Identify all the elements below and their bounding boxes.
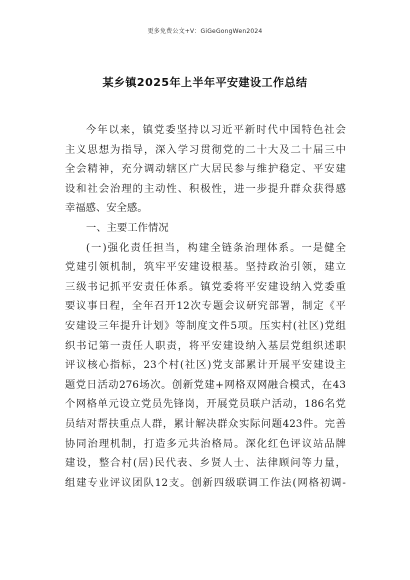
body-line: 组建专业评议团队12支。创新四级联调工作法(网格初调- [65, 477, 346, 489]
body-line: 建设，整合村(居)民代表、乡贤人士、法律顾问等力量， [65, 458, 346, 470]
body-line: 全会精神，充分调动辖区广大居民参与维护稳定、平安建 [65, 164, 346, 176]
body-line: 幸福感、安全感。 [65, 203, 148, 215]
body-line: 三级书记抓平安责任体系。镇党委将平安建设纳入党委重 [65, 281, 346, 293]
body-line: 个网格单元设立党员先锋岗，开展党员联户活动，186名党 [65, 399, 346, 411]
body-line: 要议事日程，全年召开12次专题会议研究部署，制定《平 [65, 301, 346, 313]
body-line: (一)强化责任担当，构建全链条治理体系。一是健全 [86, 242, 346, 254]
body-line: 一、主要工作情况 [86, 222, 169, 234]
header-note: 更多免费公文+V：GiGeGongWen2024 [147, 28, 263, 35]
body-line: 员结对帮扶重点人群，累计解决群众实际问题423件。完善 [65, 418, 346, 430]
body-line: 评议核心指标，23个村(社区)党支部累计开展平安建设主 [65, 360, 346, 372]
body-line: 题党日活动276场次。创新党建+网格双网融合模式，在43 [65, 379, 346, 391]
body-line: 主义思想为指导，深入学习贯彻党的二十大及二十届三中 [65, 144, 346, 156]
body-line: 织书记第一责任人职责，将平安建设纳入基层党组织述职 [65, 340, 346, 352]
document-title: 某乡镇2025年上半年平安建设工作总结 [102, 76, 308, 89]
body-line: 设和社会治理的主动性、积极性，进一步提升群众获得感 [65, 183, 346, 195]
body-line: 协同治理机制，打造多元共治格局。深化红色评议站品牌 [65, 438, 346, 450]
body-line: 今年以来，镇党委坚持以习近平新时代中国特色社会 [86, 125, 346, 136]
body-line: 党建引领机制，筑牢平安建设根基。坚持政治引领，建立 [65, 262, 346, 274]
document-body [65, 121, 346, 493]
body-line: 安建设三年提升计划》等制度文件5项。压实村(社区)党组 [65, 320, 346, 332]
